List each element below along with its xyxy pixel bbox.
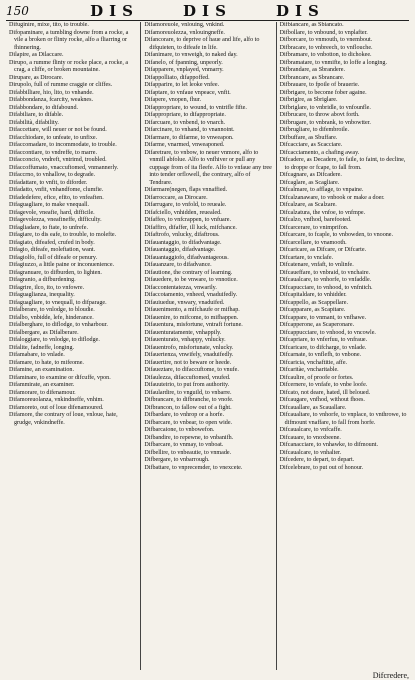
- dictionary-entry: Difcaricare, as Difcare, or Difcarte.: [279, 247, 367, 253]
- dictionary-entry: Difcaualtare, to vnhorfe, to vnplace, to vnthrowe, to difmount vnaffare, to fall from horfe.: [279, 412, 407, 426]
- dictionary-columns: [6, 22, 411, 670]
- dictionary-entry: Difcaulire, of proofe or fortes.: [279, 374, 354, 381]
- dictionary-entry: Difcaualcare, to vnhalter.: [279, 449, 342, 456]
- dictionary-entry: Difacconcio, vndreft, vntrimd, troubled.: [9, 157, 107, 163]
- dictionary-entry: Difcaualcare, to vnhorfe, to vnfaddle.: [279, 277, 372, 283]
- dictionary-entry: Difadedefere, efice, efito, to vnfeaften.: [9, 194, 104, 201]
- dictionary-entry: Difagiuzzo, a little paine or inconuenience.: [9, 262, 115, 268]
- dictionary-entry: Difamoreuole, vnlouing, vnkind.: [144, 22, 225, 28]
- dictionary-entry: Difcauare, to vnoxbeene.: [279, 434, 341, 441]
- dictionary-entry: Difcappare, to vnmant, to vnfhawe.: [279, 314, 367, 321]
- dictionary-entry: Difaguagliare, to make vnequall.: [9, 202, 90, 208]
- dictionary-entry: Difabbilliare, hio, lito, to vnhande.: [9, 89, 94, 96]
- dictionary-entry: Difcalzare, as Scalzare.: [279, 202, 337, 208]
- dictionary-entry: Difaguagliare, to vnequall, to difparage.: [9, 299, 107, 306]
- dictionary-entry: Difcato, not deare, hated, ill beloued.: [279, 389, 371, 396]
- dictionary-entry: Difauiuedue, vnwary, vnaduifed.: [144, 299, 225, 306]
- dictionary-entry: Difalite, fadneffe, longing.: [9, 344, 75, 351]
- dictionary-entry: Difbergare, to vnbarrough.: [144, 457, 210, 463]
- dictionary-entry: Difafciello, vnhidden, reuealed.: [144, 209, 222, 216]
- dictionary-entry: Difaccomadare, to incommodate, to trouble.: [9, 142, 117, 148]
- dictionary-entry: Difcaglare, as Scagliare.: [279, 179, 340, 186]
- dictionary-entry: Difabilità, difability.: [9, 119, 59, 126]
- dictionary-entry: Difauertenza, vnwifely, vnaduifedly.: [144, 352, 234, 358]
- dictionary-entry: Difcernere, to vnfafe, to vnbe loofe.: [279, 382, 368, 388]
- dictionary-entry: Difaguaglianza, inequality.: [9, 292, 75, 298]
- dictionary-entry: Difappropriare, to difappropriate.: [144, 112, 226, 118]
- dictionary-entry: Difaccotamento, vnheed, vnaduifedly.: [144, 292, 238, 298]
- dictionary-entry: Difadatto, vnfit, vnhandfome, clumfie.: [9, 187, 104, 193]
- dictionary-entry: Difcarcellare, to vnamooth.: [279, 239, 347, 246]
- column-2: [140, 22, 275, 670]
- dictionary-entry: Difapparire, to let leoke vnfee.: [144, 82, 220, 88]
- dictionary-entry: Difamoreuolanza, vnkindneffe, vnhim.: [9, 397, 104, 403]
- dictionary-entry: Difauedere, to be vnware, to vnnotice.: [144, 277, 238, 283]
- dictionary-entry: Difcaualcare, to vnfcaffe.: [279, 427, 342, 433]
- dictionary-entry: Difbarcaione, to vnbowefon.: [144, 427, 215, 433]
- dictionary-entry: Difappolliato, difappoffed.: [144, 74, 210, 81]
- dictionary-entry: Difcaritàe, vncharitable.: [279, 367, 339, 373]
- dictionary-entry: Difaccrno, to vnhallow, to degrade.: [9, 172, 96, 178]
- dictionary-entry: Difbracare, to vnbreech, to vnflouche.: [279, 44, 373, 51]
- dictionary-entry: Difbarcare, to vnmay, to vnboat.: [144, 442, 224, 448]
- dictionary-entry: Difborcare, to vnmouth, to vnembout.: [279, 37, 373, 43]
- dictionary-entry: Difauenturato, vnhappy, vnlucky.: [144, 337, 226, 343]
- dictionary-entry: Difagliadare, to ftate, to unfrefe.: [9, 224, 89, 231]
- dictionary-entry: Difcalzo, vnfhod, barefooted.: [279, 217, 352, 223]
- dictionary-entry: Difbramare, to vnbotton, to dichokee.: [279, 52, 372, 58]
- dictionary-entry: Difadattare, to vnfit, to diforder.: [9, 179, 88, 186]
- dictionary-entry: Difbarcare, to vnbear, to open wide.: [144, 419, 233, 426]
- dictionary-entry: Difbollare, to vnbound, to vnplafter.: [279, 29, 368, 36]
- dictionary-entry: Difcapucciare, to vnhood, to vnfnitch.: [279, 284, 373, 291]
- dictionary-entry: Difcartare, to vnclafe.: [279, 254, 334, 261]
- dictionary-entry: Difagrire, ilco, ito, to vnfowre.: [9, 284, 85, 291]
- column-1: [6, 22, 140, 670]
- column-3: [276, 22, 411, 670]
- dictionary-entry: Difamorare, to difenamour.: [9, 389, 76, 396]
- dictionary-entry: Difbattare, to vnprecemder, to vnexcete.: [144, 464, 243, 471]
- dictionary-entry: Difagiato, difeafed, crufed in body.: [9, 239, 95, 246]
- dictionary-entry: Difaffiro, difaffer, ill luck, mifchance.: [144, 224, 237, 231]
- dictionary-entry: Difabbondare, to difabound.: [9, 104, 79, 111]
- dictionary-entry: Difauantaggio, to difadvantage.: [144, 239, 222, 246]
- dictionary-entry: Difbrancare, as Sbrancare.: [279, 74, 345, 81]
- dictionary-entry: Difauantaggiofo, difadvantageous.: [144, 254, 229, 261]
- dictionary-entry: Difauenturatamente, vnhappily.: [144, 329, 222, 336]
- dictionary-entry: Difamoreto, out of loue difenamoured.: [9, 404, 104, 411]
- running-head-left: DIS: [90, 2, 139, 20]
- dictionary-entry: Difcatenare, vnfaft, to vnlinfe.: [279, 262, 354, 268]
- dictionary-entry: Difbrugare, to vnbrank, to vnbowtter.: [279, 119, 371, 126]
- dictionary-entry: Difaptare, to vnfaue vnpeace, vnfit.: [144, 89, 231, 96]
- dictionary-entry: Difalbo, vnbidde, lefe, hinderance.: [9, 314, 94, 321]
- dictionary-entry: Difbandire, to repewne, to vnbanifh.: [144, 434, 234, 441]
- dictionary-entry: Difauantaggio, difadvantage.: [144, 247, 216, 253]
- dictionary-entry: Difbrigire, as Sbriglare.: [279, 97, 338, 103]
- dictionary-entry: Difbrancare, to difbranche, to vnofe.: [144, 397, 234, 403]
- dictionary-entry: Difcedere, to depart, to depart.: [279, 457, 355, 463]
- dictionary-entry: Difbrancon, to fallow out of a fight.: [144, 404, 232, 411]
- dictionary-entry: Difanimare, to vnweigh, to naked day.: [144, 52, 238, 58]
- dictionary-entry: Difautione, the contrary of learning.: [144, 269, 233, 276]
- page-number: 150: [6, 4, 29, 18]
- dictionary-entry: Difauentura, misfortune, vntraft fortune.: [144, 322, 243, 328]
- dictionary-entry: Difopaminare, a tumbling downe from a rocke, a vile a broken or flinty rocke, alfo a fliarring or fhinnering.: [9, 29, 129, 51]
- dictionary-entry: Difagevole, vneafie, hard, difficile.: [9, 209, 95, 216]
- dictionary-entry: Difabbondanza, fcarcity, weaknes.: [9, 97, 94, 103]
- dictionary-entry: Difbellire, to vnbeautie, to vnmade.: [144, 449, 232, 456]
- dictionary-entry: Difcaricia, vnchaftitie, affe.: [279, 359, 348, 366]
- dictionary-entry: Difcapparare, as Scapitare.: [279, 307, 346, 313]
- dictionary-entry: Difappropriare, to wound, to vntrifle fifte.: [144, 104, 247, 111]
- dictionary-entry: Difagranuare, to difburden, to lighten.: [9, 269, 102, 276]
- dictionary-entry: Dirupare, as Dirocare.: [9, 74, 64, 81]
- dictionary-entry: Difcalmare, to afflage, to vnpaine.: [279, 187, 364, 193]
- dictionary-entry: Difcarcare, to fcaple, to vnbowden, to vnoone.: [279, 232, 394, 238]
- dictionary-entry: Difbrandare, as Sbrandere.: [279, 67, 345, 73]
- dictionary-entry: Difalbergare, as Difalberare.: [9, 329, 79, 336]
- dictionary-entry: Difcaueffare, to vnbraid, to vnchaire.: [279, 269, 371, 276]
- dictionary-entry: Difcanacciare, to vnhawke, to difmount.: [279, 442, 378, 448]
- dictionary-entry: Difamabare, to vnlade.: [9, 352, 65, 358]
- dictionary-entry: Difaccoffumato, vnaccuftomed, vnmannerly.: [9, 164, 119, 171]
- dictionary-entry: Difagevolezza, vneafineffe, difficulty.: [9, 217, 102, 223]
- dictionary-entry: Difagiare, to dis eafe, to trouble, to molefte.: [9, 232, 117, 238]
- dictionary-entry: Difcapriare, to vnferfuu, to vnfraue.: [279, 337, 368, 343]
- dictionary-entry: Difarme, vnarmed, vnweaponed.: [144, 142, 225, 148]
- dictionary-entry: Difbardare, to vnhrop or a horfe.: [144, 412, 225, 418]
- catchword: Difcredere,: [372, 671, 409, 680]
- dictionary-entry: Difcagnare, as Difcadere.: [279, 172, 342, 178]
- dictionary-entry: Difalberare, to vnlodge, to bloudie.: [9, 307, 95, 313]
- dictionary-entry: Difcaugare, vnfhod, without fhoes.: [279, 397, 365, 403]
- dictionary-entry: Difbramatare, to vnmifte, to loffe a longing.: [279, 59, 387, 66]
- dictionary-entry: Difamare, to hate, to mifeome.: [9, 359, 84, 366]
- dictionary-entry: Difauentrofo, misfortunate, vnlucky.: [144, 344, 234, 351]
- dictionary-entry: Difbrucare, to throw abovt forth.: [279, 112, 360, 118]
- dictionary-entry: Difarmare, to difarme, to vnweapon.: [144, 134, 234, 141]
- running-header: [6, 2, 409, 21]
- dictionary-entry: Difcaricare, to difcharge, to vnlade.: [279, 344, 367, 351]
- dictionary-entry: Difbrigare, to become fober againe.: [279, 89, 367, 96]
- dictionary-entry: Difaffeo, to vnfcrappen, to vnfuare.: [144, 217, 232, 223]
- dictionary-entry: Difbriglare, to vnbridle, to vnfounfle.: [279, 104, 371, 111]
- dictionary-entry: Difcalzanaware, to vnbook or make a doer.: [279, 194, 385, 201]
- dictionary-entry: Difcelebrare, to put out of honour.: [279, 464, 364, 471]
- dictionary-entry: Difaccontiare, to vndreffe, to marre.: [9, 149, 98, 156]
- dictionary-entry: Difaftrofo, vnlucky, difaftrous.: [144, 232, 220, 238]
- dictionary-entry: Difagranio, a difburdening.: [9, 277, 76, 283]
- dictionary-entry: Difarrugare, to vnfold, to reueale.: [144, 202, 227, 208]
- dictionary-entry: Dirupo, a rumme flinty or rocke place, a rocke, a crag, a cliffe, or broken mountaine.: [9, 59, 129, 73]
- dictionary-entry: Difbiancare, as Sbiancato.: [279, 22, 344, 28]
- dictionary-entry: Difcarnate, to vnflefh, to vnbone.: [279, 352, 362, 358]
- dictionary-entry: Difaccontentatezza, vnwarily.: [144, 284, 217, 291]
- dictionary-entry: Difaretrare, to vnbow, to neuer vnmore, alfo to vnmill abfolue. Alfo to vnfhiver or pull any cuppage from of ita fleefe. Alfo to vnfaue any tree into tender orflowell, the contrary, alfo of Tendrare.: [144, 149, 272, 186]
- dictionary-entry: Difbrauare, to fpoile of brauerie.: [279, 82, 360, 88]
- dictionary-entry: Dilapire, as Dilaccare.: [9, 52, 64, 58]
- dictionary-entry: Difuginíre, mixe, tito, to trouble.: [9, 22, 89, 28]
- dictionary-entry: Difancorare, to deprive of haue and life, alfo to difquieten, to difeafe in life.: [144, 37, 260, 51]
- dictionary-entry: Difcalzatura, the vnfoe, to vnfmpe.: [279, 209, 366, 216]
- dictionary-entry: Difagiolfo, full of difeafe or penury.: [9, 254, 98, 261]
- dictionary-entry: Difaloggiare, to vnlodge, to diflodge.: [9, 337, 100, 343]
- dictionary-entry: Difcacciamento, a chafing away.: [279, 149, 360, 156]
- dictionary-entry: Difcapperone, as Scaperonare.: [279, 322, 355, 328]
- dictionary-entry: Difauertire, not to beware or heede.: [144, 359, 232, 366]
- dictionary-entry: Difapere, vnopen, fhur.: [144, 97, 202, 103]
- dictionary-entry: Difarroccare, as Dirocare.: [144, 194, 208, 201]
- dictionary-entry: Difcadere, as Decadere, to faile, to faint, to decline, to droppe or fcape, to fall from.: [279, 157, 406, 171]
- dictionary-entry: Difarmare(negen, flaps vnnaffied.: [144, 187, 228, 193]
- running-head-center: DIS: [183, 2, 232, 20]
- dictionary-entry: Difagio, difeafe, moleftation, want.: [9, 247, 96, 253]
- dictionary-entry: Difauanzare, to difadvance.: [144, 262, 212, 268]
- dictionary-entry: Difamine, an examination.: [9, 367, 74, 373]
- dictionary-entry: Difaulardire, to vnguild, to vnbarre.: [144, 389, 232, 396]
- dictionary-entry: Difcappello, as Scappellare.: [279, 299, 349, 306]
- dictionary-entry: Difbuffare, as Sbuffare.: [279, 134, 338, 141]
- dictionary-entry: Difarcuare, to vnbend, to vnarch.: [144, 119, 226, 126]
- dictionary-entry: Difabiliare, to difable.: [9, 112, 64, 118]
- dictionary-entry: Difcappucciare, to vnhood, to vncowle.: [279, 329, 376, 336]
- dictionary-entry: Difamoreuolezza, vnlouingneffe.: [144, 29, 225, 36]
- dictionary-entry: Difaminare, to examine or difcuffe, vpon.: [9, 374, 111, 381]
- dictionary-entry: Difauenimento, a mifchaufe or mifhap.: [144, 307, 240, 313]
- dictionary-entry: Dirupolo, full of rumme craggie or cliffes.: [9, 82, 113, 88]
- dictionary-entry: Difalberghare, to diflodge, to vnharbour.: [9, 322, 108, 328]
- dictionary-entry: Difcarcerare, to vnimprifon.: [279, 224, 349, 231]
- dictionary-entry: Difapparere, vnplayed, vnmarry.: [144, 67, 224, 73]
- dictionary-entry: Difcacciare, as Scacciare.: [279, 142, 343, 148]
- dictionary-entry: Difaccettare, will neuer or not be found.: [9, 127, 107, 133]
- dictionary-entry: Difcauallare, as Scauallare.: [279, 404, 347, 411]
- dictionary-entry: Difaueztare, to difaccuftome, to vnufe.: [144, 367, 239, 373]
- dictionary-entry: Difarcinare, to vnhand, to vnannoint.: [144, 127, 235, 133]
- dictionary-entry: Difamore, the contrary of loue, vnloue, hate, grudge, vnkindneffe.: [9, 412, 118, 426]
- running-head-right: DIS: [276, 2, 325, 20]
- dictionary-entry: Difammirate, an examiner.: [9, 382, 75, 388]
- dictionary-entry: Difaulezza, difaccuftomed, vnufed.: [144, 374, 231, 381]
- dictionary-entry: Difacchiodare, to unfeate, to unfixe.: [9, 134, 98, 141]
- dictionary-entry: Difcapitaldare, to vnhidder.: [279, 292, 347, 298]
- dictionary-entry: Difauenire, to mifcome, to mifhappen.: [144, 314, 239, 321]
- dictionary-entry: Difbrugliare, to difembroile.: [279, 127, 350, 133]
- dictionary-entry: Difanelo, of fpanning, unpeorly.: [144, 59, 223, 66]
- dictionary-entry: Difauuteirio, to put from authority.: [144, 382, 230, 388]
